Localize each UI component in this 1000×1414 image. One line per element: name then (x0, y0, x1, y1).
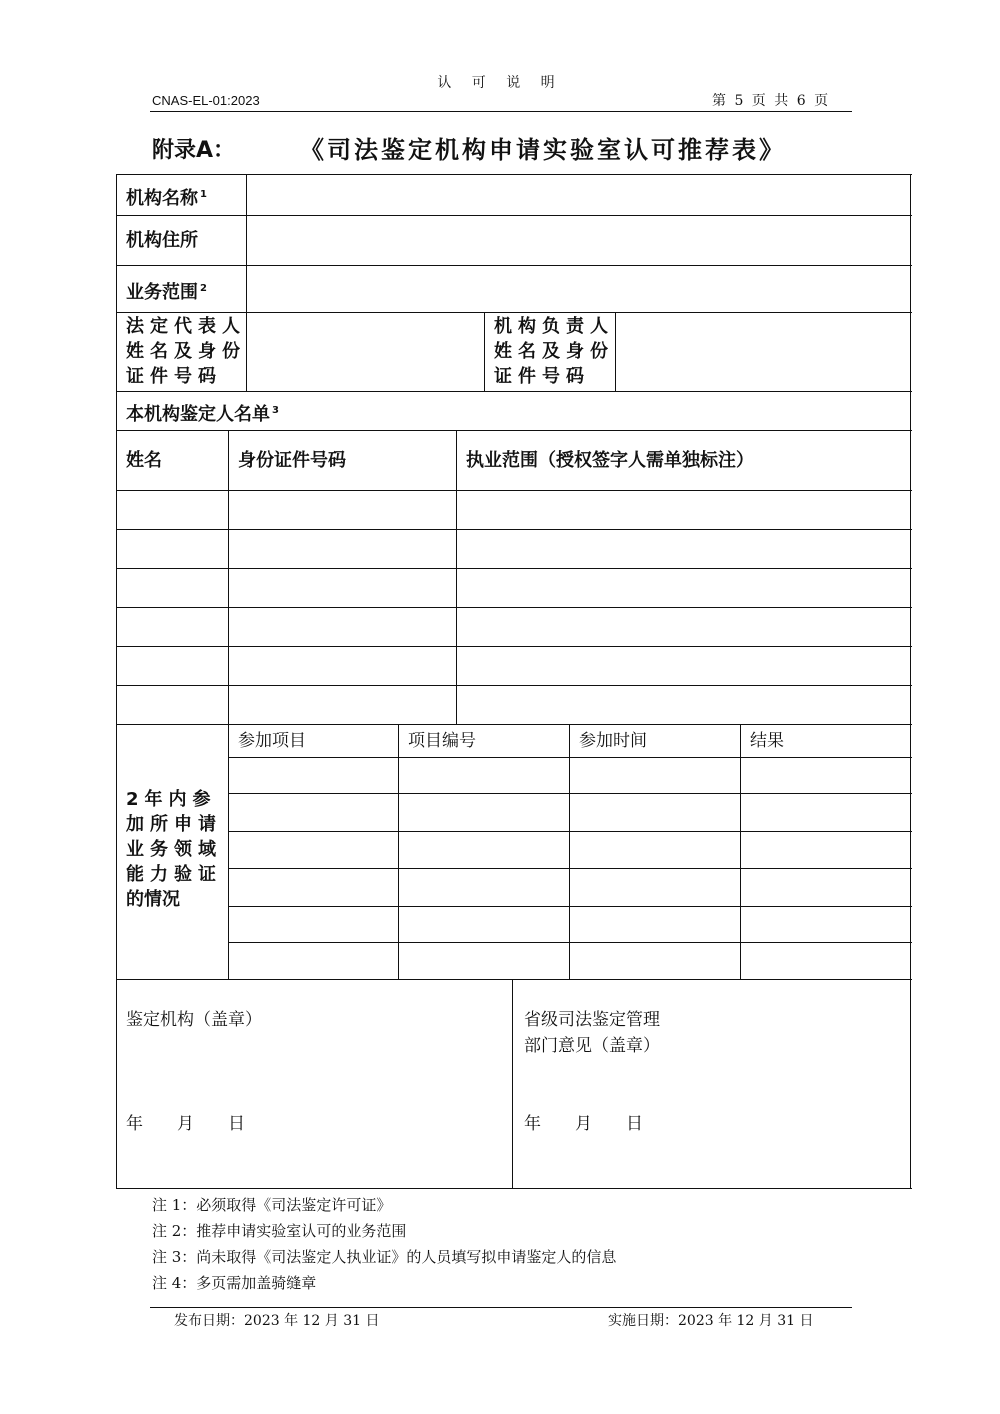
column-divider (246, 174, 247, 392)
table-border-bottom (116, 1188, 912, 1189)
row-divider (116, 607, 912, 608)
org-name-label: 机构名称 $^1$ (126, 188, 207, 209)
appraiser-list-label: 本机构鉴定人名单 $^3$ (126, 404, 279, 425)
column-header-practice-scope: 执业范围（授权签字人需单独标注） (466, 450, 754, 471)
note-3: 注 3：尚未取得《司法鉴定人执业证》的人员填写拟申请鉴定人的信息 (152, 1248, 617, 1266)
row-divider (116, 490, 912, 491)
column-header-project: 参加项目 (238, 731, 306, 751)
column-divider (228, 430, 229, 725)
column-header-result: 结果 (750, 731, 784, 751)
note-1: 注 1：必须取得《司法鉴定许可证》 (152, 1196, 392, 1214)
issue-date: 发布日期：2023 年 12 月 31 日 (174, 1313, 380, 1329)
appendix-label: 附录A： (152, 138, 236, 163)
table-border-left (116, 174, 117, 1189)
legal-rep-label: 法定代表人 姓名及身份 证件号码 (126, 316, 246, 387)
column-divider (484, 312, 485, 392)
row-divider (116, 568, 912, 569)
note-2: 注 2：推荐申请实验室认可的业务范围 (152, 1222, 407, 1240)
row-divider (116, 646, 912, 647)
document-code: CNAS-EL-01:2023 (152, 93, 260, 108)
row-divider (116, 265, 912, 266)
column-divider (740, 724, 741, 980)
note-4: 注 4：多页需加盖骑缝章 (152, 1274, 317, 1292)
column-divider (512, 979, 513, 1189)
column-header-name: 姓名 (126, 450, 162, 471)
row-divider (116, 724, 912, 725)
table-border-top (116, 174, 912, 175)
seal-dept-label: 省级司法鉴定管理 部门意见（盖章） (524, 1010, 660, 1056)
page-indicator: 第 5 页 共 6 页 (712, 93, 831, 109)
proficiency-label: 2年内参 加所申请 业务领域 能力验证 的情况 (126, 789, 222, 910)
table-border-right (910, 174, 911, 1189)
date-left: 年 月 日 (126, 1114, 245, 1134)
org-head-label: 机构负责人 姓名及身份 证件号码 (494, 316, 614, 387)
column-divider (398, 724, 399, 980)
form-title: 《司法鉴定机构申请实验室认可推荐表》 (300, 136, 786, 164)
row-divider (116, 215, 912, 216)
footer-rule (150, 1307, 852, 1308)
effective-date: 实施日期：2023 年 12 月 31 日 (608, 1313, 814, 1329)
column-header-participation-time: 参加时间 (579, 731, 647, 751)
seal-org-label: 鉴定机构（盖章） (126, 1010, 262, 1030)
column-divider (456, 430, 457, 725)
column-divider (569, 724, 570, 980)
row-divider (116, 979, 912, 980)
column-divider (228, 724, 229, 980)
row-divider (116, 685, 912, 686)
header-rule (150, 111, 852, 112)
date-right: 年 月 日 (524, 1114, 643, 1134)
row-divider (116, 391, 912, 392)
row-divider (116, 529, 912, 530)
header-title: 认 可 说 明 (437, 75, 563, 91)
column-header-project-number: 项目编号 (408, 731, 476, 751)
row-divider (116, 430, 912, 431)
org-address-label: 机构住所 (126, 230, 198, 251)
column-header-id-number: 身份证件号码 (238, 450, 346, 471)
column-divider (615, 312, 616, 392)
business-scope-label: 业务范围 $^2$ (126, 282, 207, 303)
